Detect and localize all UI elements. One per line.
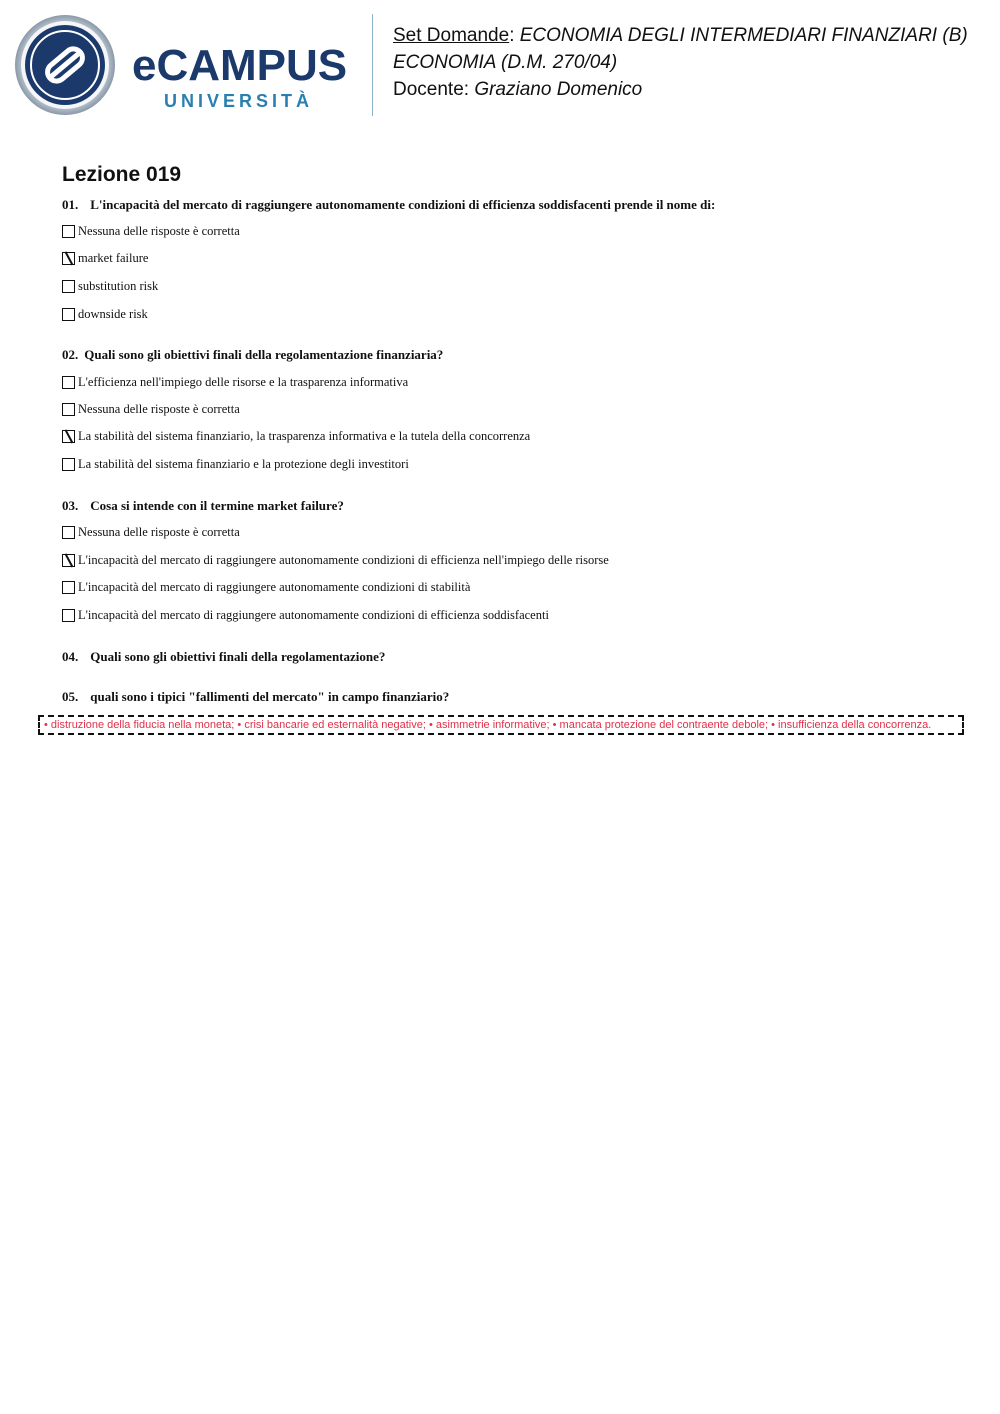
option-label: L'efficienza nell'impiego delle risorse e la trasparenza informativa	[78, 374, 409, 389]
option-label: Nessuna delle risposte è corretta	[78, 524, 240, 539]
teacher-line	[393, 76, 983, 103]
question-text: Quali sono gli obiettivi finali della regolamentazione finanziaria?	[84, 347, 444, 362]
checkbox[interactable]	[62, 609, 75, 622]
option-q2-1[interactable]	[62, 374, 408, 390]
question-text: L'incapacità del mercato di raggiungere autonomamente condizioni di efficienza soddisfacenti prende il nome di:	[90, 197, 716, 212]
checkbox[interactable]	[62, 581, 75, 594]
question-text: Cosa si intende con il termine market failure?	[90, 498, 344, 513]
option-q2-4[interactable]	[62, 456, 409, 472]
course-header	[393, 22, 983, 103]
checkbox[interactable]	[62, 308, 75, 321]
option-q3-4[interactable]	[62, 607, 549, 623]
question-number: 03.	[62, 498, 79, 513]
teacher-name: Graziano Domenico	[474, 79, 643, 100]
checkbox[interactable]	[62, 225, 75, 238]
checkbox[interactable]	[62, 376, 75, 389]
ecampus-logo-graphic	[14, 14, 359, 118]
question-number: 01.	[62, 197, 79, 212]
option-q3-3[interactable]	[62, 579, 470, 595]
option-q3-2[interactable]	[62, 552, 609, 568]
answer-note-text: • distruzione della fiducia nella moneta; • crisi bancarie ed esternalità negative; • asimmetrie informative; • mancata protezione del contraente debole; • insufficienza della concorrenza.	[44, 719, 932, 731]
question-03	[62, 498, 344, 514]
teacher-label: Docente:	[393, 79, 470, 100]
question-number: 04.	[62, 649, 79, 664]
course-program: ECONOMIA (D.M. 270/04)	[393, 52, 618, 73]
question-text: quali sono i tipici "fallimenti del mercato" in campo finanziario?	[90, 689, 450, 704]
option-q1-3[interactable]	[62, 278, 158, 294]
option-q2-3[interactable]	[62, 428, 530, 444]
option-label: downside risk	[78, 306, 148, 321]
question-04	[62, 649, 385, 665]
option-q1-2[interactable]	[62, 250, 148, 266]
option-label: substitution risk	[78, 278, 159, 293]
course-header-line2	[393, 49, 983, 76]
question-number: 02.	[62, 347, 79, 362]
checkbox-checked[interactable]	[62, 554, 75, 567]
course-header-line1: Set Domande: ECONOMIA DEGLI INTERMEDIARI FINANZIARI (B)	[393, 25, 968, 46]
option-q2-2[interactable]	[62, 401, 240, 417]
set-label: Set Domande	[393, 25, 510, 46]
option-label: La stabilità del sistema finanziario e la protezione degli investitori	[78, 456, 409, 471]
ecampus-logo	[14, 14, 359, 118]
logo-subtext: UNIVERSITÀ	[164, 91, 314, 111]
question-number: 05.	[62, 689, 79, 704]
option-label: Nessuna delle risposte è corretta	[78, 223, 240, 238]
option-label: L'incapacità del mercato di raggiungere autonomamente condizioni di efficienza soddisfacenti	[78, 607, 549, 622]
lesson-title: Lezione 019	[62, 163, 182, 186]
question-05	[62, 689, 449, 705]
question-02	[62, 347, 443, 363]
course-name: ECONOMIA DEGLI INTERMEDIARI FINANZIARI (B)	[519, 25, 968, 46]
option-label: Nessuna delle risposte è corretta	[78, 401, 240, 416]
question-text: Quali sono gli obiettivi finali della regolamentazione?	[90, 649, 386, 664]
header-divider	[372, 14, 373, 116]
checkbox[interactable]	[62, 526, 75, 539]
checkbox[interactable]	[62, 403, 75, 416]
question-01	[62, 197, 715, 213]
option-q3-1[interactable]	[62, 524, 240, 540]
logo-wordmark: eCAMPUS	[132, 41, 348, 90]
option-label: La stabilità del sistema finanziario, la trasparenza informativa e la tutela della concorrenza	[78, 428, 531, 443]
option-label: L'incapacità del mercato di raggiungere autonomamente condizioni di stabilità	[78, 579, 471, 594]
checkbox-checked[interactable]	[62, 430, 75, 443]
answer-note-box	[38, 715, 964, 735]
option-q1-4[interactable]	[62, 306, 148, 322]
option-label: market failure	[78, 250, 149, 265]
checkbox-checked[interactable]	[62, 252, 75, 265]
checkbox[interactable]	[62, 458, 75, 471]
checkbox[interactable]	[62, 280, 75, 293]
option-label: L'incapacità del mercato di raggiungere autonomamente condizioni di efficienza nell'impiego delle risorse	[78, 552, 609, 567]
option-q1-1[interactable]	[62, 223, 240, 239]
